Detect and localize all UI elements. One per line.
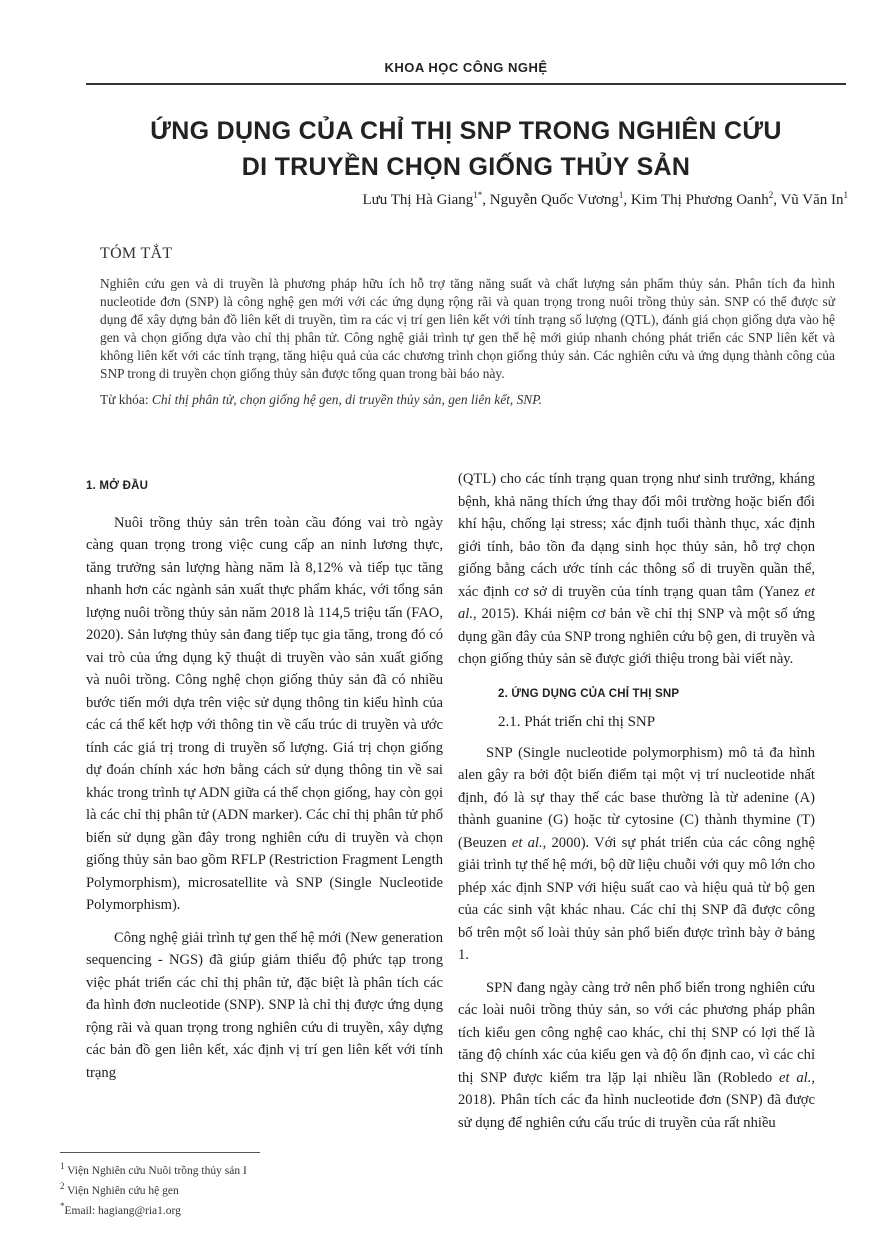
et-al: et al. (778, 1069, 812, 1086)
footnote-marker: * (60, 1200, 65, 1211)
text-run: , 2015). Khái niệm cơ bản về chỉ thị SNP và một số ứng dụng gần đây của SNP trong nghiên cứu bộ gen, di truyền và chọn giống thủy sản sẽ được giới thiệu trong bài viết này. (458, 606, 815, 667)
footnote-marker: 1 (60, 1161, 65, 1171)
abstract-section (100, 245, 835, 409)
snp-paragraph-1 (458, 742, 815, 967)
footnote-affiliation-1 (60, 1159, 390, 1179)
journal-section-header: KHOA HỌC CÔNG NGHỆ (384, 60, 548, 75)
author-1: Lưu Thị Hà Giang (362, 192, 474, 208)
author-1-affiliation: 1* (473, 190, 483, 200)
author-list: Lưu Thị Hà Giang$^{1*}$, Nguyễn Quốc Vương$^1$, Kim Thị Phương Oanh$^2$, Vũ Văn In$^1$ (362, 190, 848, 208)
keywords (100, 391, 835, 409)
text-run: SNP (Single nucleotide polymorphism) mô tả đa hình alen gây ra bởi đột biến điểm tại một vị trí nucleotide nhất định, đó là sự thay thế các base thường là từ adenine (A) thành guanine (G) hoặc từ cytosine (C) thành thymine (T) (Beuzen (458, 744, 815, 851)
et-al: et al. (458, 583, 815, 622)
footnote-marker: 2 (60, 1180, 65, 1191)
text-run: (QTL) cho các tính trạng quan trọng như sinh trưởng, kháng bệnh, khả năng thích ứng thay đổi môi trường hoặc biến đổi khí hậu, chống lại stress; xác định tuổi thành thục, xác định giới tính, bảo tồn đa dạng sinh học thủy sản, hỗ trợ chọn giống bằng cách ước tính các thông số di truyền quần thể, xác định cơ sở di truyền của tính trạng quan tâm (Yanez (458, 471, 815, 600)
author-3: Kim Thị Phương Oanh (630, 192, 769, 208)
footnote-text: Viện Nghiên cứu hệ gen (64, 1184, 179, 1197)
subsection-2-1-heading: 2.1. Phát triển chỉ thị SNP (498, 714, 656, 730)
author-2: Nguyễn Quốc Vương (489, 192, 619, 208)
intro-paragraph-1: Nuôi trồng thủy sản trên toàn cầu đóng vai trò ngày càng quan trọng trong việc cung cấp an ninh lương thực, tăng trưởng sản lượng hàng năm là 8,12% và tiếp tục tăng nhanh hơn các ngành sản xuất thực phẩm khác, với tổng sản lượng nuôi trồng thủy sản năm 2018 là 114,5 triệu tấn (FAO, 2020). Sản lượng thủy sản đang tiếp tục gia tăng, trong đó có vai trò của ứng dụng kỹ thuật di truyền vào sản xuất giống và nuôi trồng. Công nghệ chọn giống thủy sản đã có nhiều bước tiến mới dựa trên việc sử dụng thông tin kiểu hình của các cá thể kết hợp với thông tin về cấu trúc di truyền và ước tính các giá trị trong di truyền số lượng. Giá trị chọn giống dự đoán chính xác hơn bằng cách sử dụng thông tin về sai khác trong trình tự ADN giữa cá thể chọn giống, hay còn gọi là các chỉ thị phân tử (ADN marker). Các chỉ thị phân tử phổ biến sử dụng gần đây trong nghiên cứu di truyền và chọn giống thủy sản bao gồm RFLP (Restriction Fragment Length Polymorphism), microsatellite và SNP (Single Nucleotide Polymorphism). (86, 514, 443, 913)
footnote-email (60, 1199, 390, 1219)
footnote-text: Viện Nghiên cứu Nuôi trồng thủy sản I (64, 1164, 247, 1177)
keywords-text: Chỉ thị phân tử, chọn giống hệ gen, di truyền thủy sản, gen liên kết, SNP. (151, 392, 543, 407)
intro-paragraph-2: Công nghệ giải trình tự gen thế hệ mới (New generation sequencing - NGS) đã giúp giảm thiểu độ phức tạp trong việc phát triển các chỉ thị phân tử, đặc biệt là phân tích các đa hình đơn nucleotide (SNP). SNP là chỉ thị được ứng dụng rộng rãi và quan trọng trong nghiên cứu di truyền, xây dựng các bản đồ gen liên kết, xác định vị trí gen liên kết với tính trạng (86, 929, 443, 1081)
footnote-affiliation-2 (60, 1179, 390, 1199)
intro-paragraph-2-continued (458, 468, 815, 671)
footnote-text: Email: hagiang@ria1.org (64, 1204, 181, 1217)
author-4: Vũ Văn In (780, 192, 844, 208)
footnote-divider (60, 1152, 260, 1153)
title-line-2: DI TRUYỀN CHỌN GIỐNG THỦY SẢN (241, 153, 691, 181)
text-run: , 2018). Phân tích các đa hình nucleotide đơn (SNP) đã được sử dụng để nghiên cứu cấu trúc di truyền của rất nhiều (458, 1069, 815, 1131)
author-3-affiliation: 2 (768, 190, 774, 200)
text-run: SPN đang ngày càng trở nên phổ biến trong nghiên cứu các loài nuôi trồng thủy sản, so với các phương pháp phân tích kiểu gen công nghệ cao khác, chỉ thị SNP có lợi thế là tăng độ chính xác của kiểu gen và độ ổn định cao, vì các chỉ thị SNP được kiểm tra lặp lại nhiều lần (Robledo (458, 979, 815, 1086)
left-column (86, 475, 443, 1084)
keywords-label: Từ khóa: (100, 392, 149, 407)
header-divider (86, 83, 846, 85)
article-title (80, 113, 852, 185)
author-4-affiliation: 1 (843, 190, 848, 200)
abstract-heading: TÓM TẮT (100, 245, 173, 262)
title-line-1: ỨNG DỤNG CỦA CHỈ THỊ SNP TRONG NGHIÊN CỨU (150, 117, 782, 145)
snp-paragraph-2 (458, 977, 815, 1135)
section-2-heading: 2. ỨNG DỤNG CỦA CHỈ THỊ SNP (498, 687, 680, 700)
author-2-affiliation: 1 (618, 190, 624, 200)
section-1-heading: 1. MỞ ĐẦU (86, 480, 149, 492)
right-column (458, 468, 815, 1134)
abstract-text: Nghiên cứu gen và di truyền là phương pháp hữu ích hỗ trợ tăng năng suất và chất lượng sản phẩm thủy sản. Phân tích đa hình nucleotide đơn (SNP) là công nghệ gen mới với các ứng dụng rộng rãi và quan trọng trong nuôi trồng thủy sản. SNP có thể được sử dụng để xây dựng bản đồ liên kết di truyền, tìm ra các vị trí gen liên kết với tính trạng số lượng (QTL), đánh giá chọn giống dựa vào hệ gen và chọn giống dựa vào chỉ thị phân tử. Công nghệ giải trình tự gen thế hệ mới giúp nhanh chóng phát triển các SNP liên kết và không liên kết với các tính trạng, tăng hiệu quả của các chương trình chọn giống thủy sản. Các nghiên cứu và ứng dụng thành công của SNP trong di truyền chọn giống thủy sản được tổng quan trong bài báo này. (100, 276, 835, 381)
footnotes (60, 1152, 390, 1218)
et-al: et al. (511, 834, 543, 851)
text-run: , 2000). Với sự phát triển của các công nghệ giải trình tự thế hệ mới, bộ dữ liệu chuỗi với quy mô lớn cho phép xác định SNP với hiệu suất cao và hiệu quả từ bộ gen của các sinh vật khác nhau. Các chỉ thị SNP đã được công bố trên một số loài thủy sản phổ biến được trình bày ở bảng 1. (458, 834, 815, 963)
